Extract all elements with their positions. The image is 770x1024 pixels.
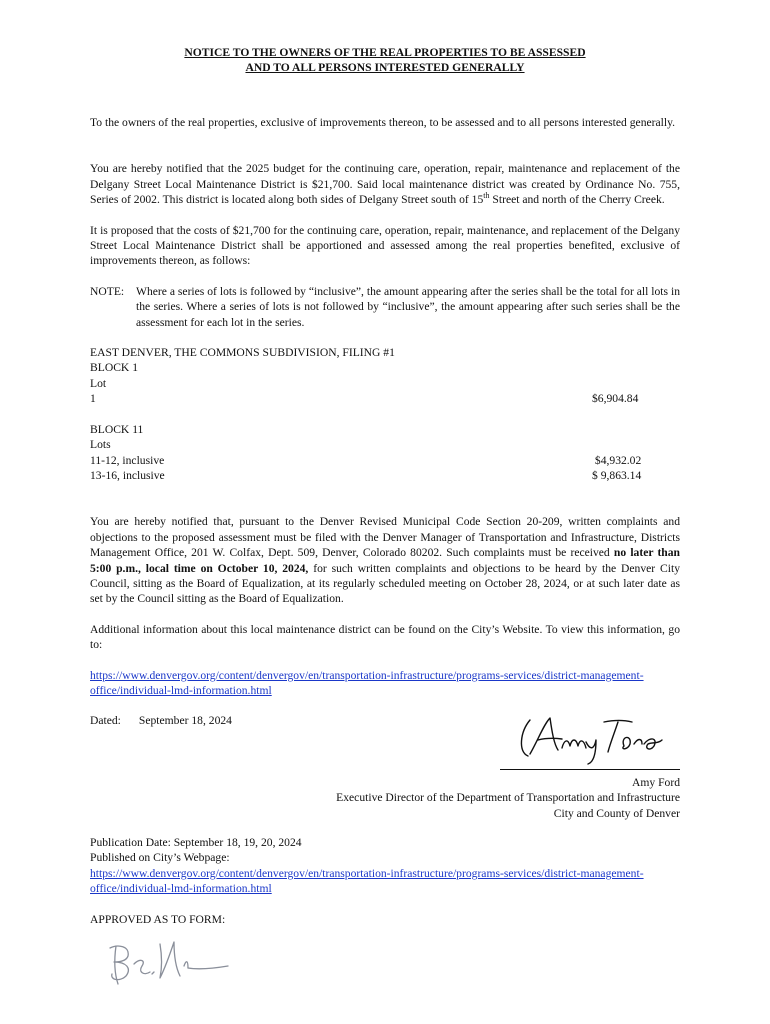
approval-signature — [100, 936, 230, 986]
publication-block — [90, 835, 680, 897]
publication-link[interactable]: https://www.denvergov.org/content/denvergov/en/transportation-infrastructure/programs-services/district-management-office/individual-lmd-information.html — [90, 866, 644, 896]
table-row — [90, 391, 680, 406]
complaints-text-b: for such written complaints and objections to be heard by the Denver City Council, sitting as the Board of Equalization, at its regularly scheduled meeting on October 28, 2024, or at such later date as set by the Council sitting as the Board of Equalization. — [90, 561, 680, 606]
signer-title: Executive Director of the Department of Transportation and Infrastructure — [336, 791, 680, 805]
note-text: Where a series of lots is followed by “inclusive”, the amount appearing after the series shall be the total for all lots in the series. Where a series of lots is not followed by “inclusive”, the amount appearing after such series shall be the assessment for each lot in the series. — [136, 284, 680, 329]
dated-value: September 18, 2024 — [138, 714, 232, 728]
block1-heading: BLOCK 1 — [90, 361, 138, 375]
subdivision-heading: EAST DENVER, THE COMMONS SUBDIVISION, FILING #1 — [90, 346, 395, 360]
lot-number: 1 — [90, 392, 96, 406]
note-label: NOTE: — [90, 284, 125, 298]
block11-heading: BLOCK 11 — [90, 422, 144, 436]
dated-label: Dated: — [90, 714, 121, 728]
note-section — [90, 284, 680, 330]
lot-amount: $6,904.84 — [592, 392, 639, 406]
budget-superscript: th — [483, 191, 490, 201]
complaints-paragraph — [90, 514, 680, 606]
costs-paragraph: It is proposed that the costs of $21,700 for the continuing care, operation, repair, maintenance, and replacement of the Delgany Street Local Maintenance District shall be apportioned and assessed among the real properties benefited, exclusive of improvements thereon, as follows: — [90, 223, 680, 268]
complaints-text-a: You are hereby notified that, pursuant to the Denver Revised Municipal Code Section 20-209, written complaints and objections to the proposed assessment must be filed with the Denver Manager of Transportation and Infrastructure, Districts Management Office, 201 W. Colfax, Dept. 509, Denver, Colorado 80202. Such complaints must be received — [90, 515, 680, 560]
block11-lots-label: Lots — [90, 438, 111, 452]
notice-document — [90, 0, 681, 926]
signer-name: Amy Ford — [632, 776, 680, 789]
title-line-1: NOTICE TO THE OWNERS OF THE REAL PROPERTIES TO BE ASSESSED — [184, 46, 586, 59]
publication-date: Publication Date: September 18, 19, 20, 2024 — [90, 836, 302, 849]
complaints-deadline: no later than 5:00 p.m., local time on October 10, 2024, — [90, 546, 681, 575]
lot-number: 11-12, inclusive — [90, 453, 165, 467]
block1-lots-label: Lot — [90, 376, 107, 390]
info-paragraph: Additional information about this local maintenance district can be found on the City’s Website. To view this information, go to: — [90, 622, 680, 652]
notice-title — [90, 45, 680, 75]
intro-paragraph: To the owners of the real properties, exclusive of improvements thereon, to be assessed and to all persons interested generally. — [90, 116, 676, 129]
signer-block — [90, 775, 680, 821]
budget-text-a: You are hereby notified that the 2025 budget for the continuing care, operation, repair, maintenance and replacement of the Delgany Street Local Maintenance District is $21,700. Said local maintenance district was created by Ordinance No. 755, Series of 2002. This district is located along both sides of Delgany Street south of 15 — [90, 162, 680, 207]
signer-org: City and County of Denver — [553, 806, 680, 820]
budget-paragraph — [90, 161, 680, 207]
table-row — [90, 453, 680, 468]
approved-as-to-form: APPROVED AS TO FORM: — [90, 913, 226, 926]
title-line-2: AND TO ALL PERSONS INTERESTED GENERALLY — [245, 61, 525, 74]
amy-ford-signature — [516, 710, 666, 766]
lmd-info-link[interactable]: https://www.denvergov.org/content/denvergov/en/transportation-infrastructure/programs-services/district-management-office/individual-lmd-information.html — [90, 668, 644, 697]
lot-amount: $ 9,863.14 — [592, 468, 642, 482]
lot-amount: $4,932.02 — [592, 453, 642, 467]
table-row — [90, 468, 680, 483]
budget-text-b: Street and north of the Cherry Creek. — [489, 193, 665, 207]
published-on-label: Published on City’s Webpage: — [90, 851, 230, 865]
lot-number: 13-16, inclusive — [90, 468, 165, 482]
signature-line — [500, 769, 680, 770]
